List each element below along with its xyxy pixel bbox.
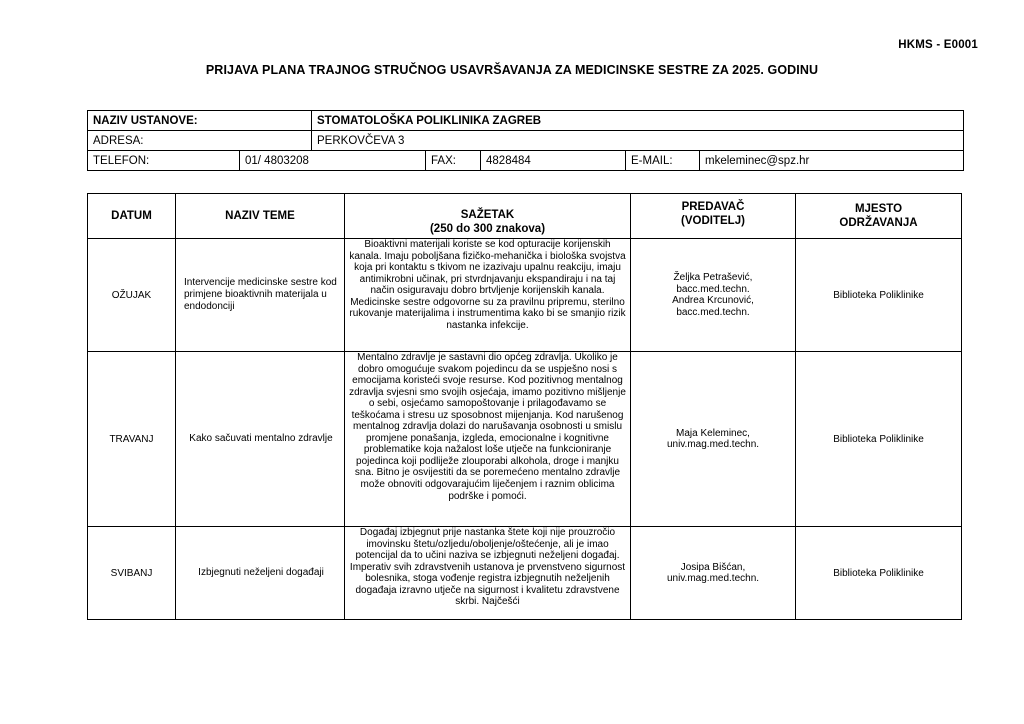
phone-value: 01/ 4803208 (240, 151, 426, 171)
address-row (88, 131, 964, 151)
row-topic: Intervencije medicinske sestre kod primjene bioaktivnih materijala u endodonciji (176, 239, 345, 352)
lecturer-line: univ.mag.med.techn. (666, 439, 760, 450)
education-plan-table (87, 193, 962, 620)
institution-name-value: STOMATOLOŠKA POLIKLINIKA ZAGREB (312, 111, 964, 131)
table-row (88, 527, 962, 620)
lecturer-line: Maja Keleminec, (676, 427, 750, 439)
row-summary: Mentalno zdravlje je sastavni dio općeg zdravlja. Ukoliko je dobro omogućuje svakom pojedincu da se uspješno nosi s emocijama koristeći svoje resurse. Kod pozitivnog mentalnog zdravlja svjesni smo svojih osjećaja, imamo pozitivno mišljenje o sebi, osjećamo samopoštovanje i prilagođavamo se teškoćama i stresu uz sposobnost mijenjanja. Kod narušenog mentalnog zdravlja dolazi do narušavanja osobnosti u smislu promjene ponašanja, izgleda, emocionalne i kognitivne problematike koja nažalost loše utječe na funkcioniranje pojedinca koji podliježe zlouporabi alkohola, droge i manjku sna. Bitno je osvijestiti da se poremećeno mentalno zdravlje može obnoviti odgovarajućim liječenjem i raznim oblicima podrške i pomoći. (345, 352, 631, 527)
lecturer-line: Josipa Bišćan, (680, 561, 746, 573)
row-place: Biblioteka Poliklinike (796, 352, 962, 527)
institution-info-table (87, 110, 964, 171)
column-header-summary-title: SAŽETAK (460, 209, 515, 221)
column-header-lecturer (631, 194, 796, 239)
column-header-place-note: ODRŽAVANJA (839, 217, 918, 229)
column-header-place-title: MJESTO (854, 203, 903, 215)
lecturer-line: bacc.med.techn. (676, 306, 750, 318)
fax-label: FAX: (426, 151, 481, 171)
row-date: OŽUJAK (88, 239, 176, 352)
fax-value: 4828484 (481, 151, 626, 171)
form-code: HKMS - E0001 (898, 39, 978, 51)
column-header-lecturer-note: (VODITELJ) (681, 215, 745, 227)
page-title: PRIJAVA PLANA TRAJNOG STRUČNOG USAVRŠAVANJA ZA MEDICINSKE SESTRE ZA 2025. GODINU (205, 63, 819, 77)
row-topic: Kako sačuvati mentalno zdravlje (176, 352, 345, 527)
table-row (88, 239, 962, 352)
column-header-lecturer-title: PREDAVAČ (681, 201, 745, 213)
row-lecturer (631, 352, 796, 527)
lecturer-line: Željka Petrašević, (673, 272, 753, 283)
row-place: Biblioteka Poliklinike (796, 239, 962, 352)
contact-row (88, 151, 964, 171)
row-topic: Izbjegnuti neželjeni događaji (176, 527, 345, 620)
column-header-place (796, 194, 962, 239)
row-summary (345, 527, 631, 620)
row-date: TRAVANJ (88, 352, 176, 527)
lecturer-line: univ.mag.med.techn. (666, 573, 760, 584)
row-summary-text: Događaj izbjegnut prije nastanka štete koji nije prouzročio imovinsku štetu/ozljedu/oboljenje/oštećenje, ali je imao potencijal da to učini naziva se izbjegnuti neželjeni događaj. Imperativ svih zdravstvenih ustanova je prvenstveno sigurnost bolesnika, stoga vođenje registra izbjegnutih neželjenih događaja izravno utječe na sigurnost i kvalitetu zdravstvene skrbi. Najčešći (349, 527, 626, 608)
email-value: mkeleminec@spz.hr (700, 151, 964, 171)
institution-name-label: NAZIV USTANOVE: (88, 111, 312, 131)
column-header-summary-note: (250 do 300 znakova) (429, 223, 546, 235)
plan-header-row (88, 194, 962, 239)
row-place: Biblioteka Poliklinike (796, 527, 962, 620)
lecturer-line: bacc.med.techn. (676, 283, 750, 295)
address-value: PERKOVČEVA 3 (312, 131, 964, 151)
table-row (88, 352, 962, 527)
address-label: ADRESA: (88, 131, 312, 151)
row-lecturer (631, 527, 796, 620)
row-date: SVIBANJ (88, 527, 176, 620)
row-summary: Bioaktivni materijali koriste se kod opturacije korijenskih kanala. Imaju poboljšana fizičko-mehanička i biološka svojstva koja pri kontaktu s tkivom ne izazivaju upalnu reakciju, imaju antimikrobni učinak, pri stvrdnjavanju ekspandiraju i na taj način osiguravaju dobro brtvljenje korijenskih kanala. Medicinske sestre odgovorne su za pravilnu pripremu, sterilno rukovanje materijalima i instrumentima kako bi se smanjio rizik nastanka infekcije. (345, 239, 631, 352)
column-header-topic: NAZIV TEME (176, 194, 345, 239)
lecturer-line: Andrea Krcunović, (672, 295, 754, 306)
row-lecturer (631, 239, 796, 352)
phone-label: TELEFON: (88, 151, 240, 171)
email-label: E-MAIL: (626, 151, 700, 171)
column-header-summary (345, 194, 631, 239)
institution-name-row (88, 111, 964, 131)
column-header-date: DATUM (88, 194, 176, 239)
